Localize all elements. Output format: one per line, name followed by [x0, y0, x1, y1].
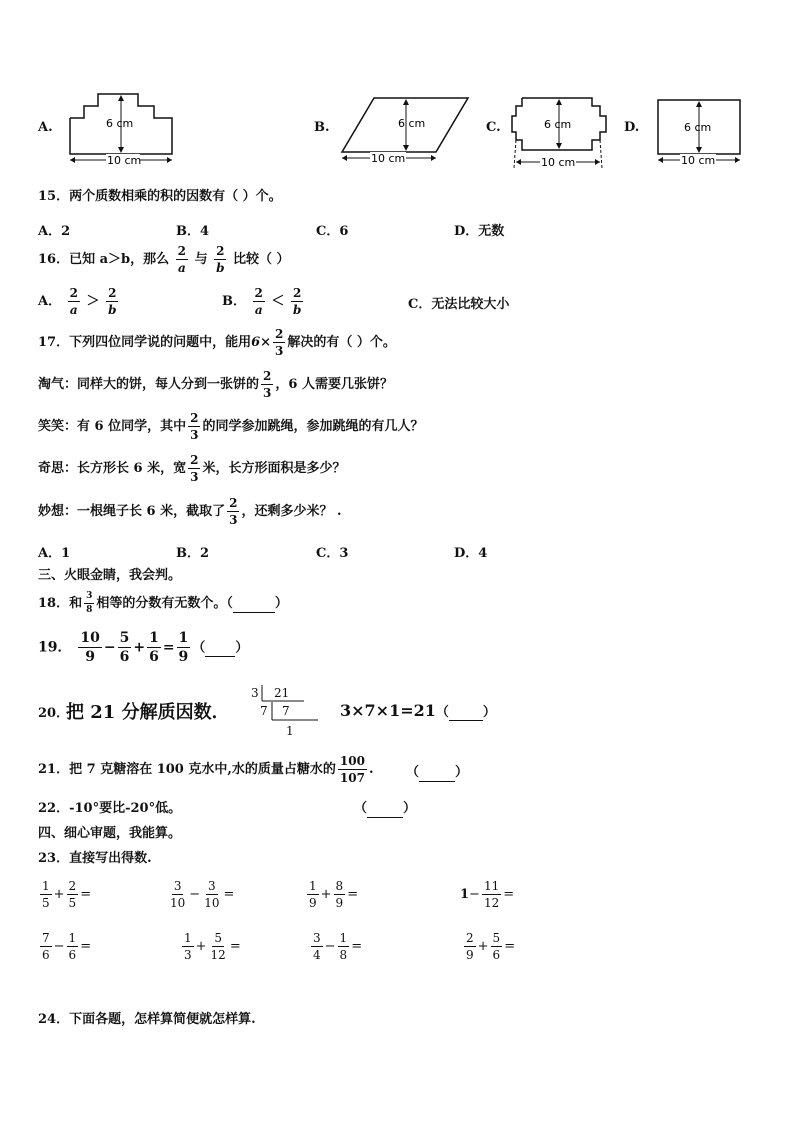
- fraction: $\frac{2}{3}$: [190, 453, 199, 484]
- width-label: 10 cm: [371, 152, 406, 165]
- quotient: 7: [282, 704, 290, 718]
- section-heading-3: 三、火眼金睛，我会判。: [38, 568, 182, 583]
- fraction: $\frac{2}{b}$: [108, 286, 117, 317]
- fraction: $\frac{1}{9}$: [309, 879, 317, 910]
- fraction: $\frac{1}{6}$: [149, 630, 159, 665]
- answer-blank[interactable]: [205, 640, 235, 658]
- section-heading-4: 四、细心审题，我能算。: [38, 826, 182, 841]
- question-20: 把 21 分解质因数．: [66, 702, 230, 723]
- fraction: $\frac{2}{a}$: [177, 244, 187, 275]
- question-19: 19． $\frac{10}{9}$ − $\frac{5}{6}$ + $\frac{1}{6}$ = $\frac{1}{9}$ （ ）: [38, 630, 249, 665]
- height-label: 6 cm: [106, 117, 134, 130]
- q17-option-a[interactable]: A．1: [38, 546, 71, 561]
- width-label: 10 cm: [107, 154, 142, 167]
- q17-statement-xiaoxiao: 笑笑：有 6 位同学，其中 $\frac{2}{3}$ 的同学参加跳绳，参加跳绳的有几人？: [38, 411, 424, 442]
- short-division-diagram: [248, 684, 328, 744]
- figure-letter: A.: [38, 120, 53, 135]
- fraction: $\frac{5}{6}$: [119, 630, 130, 665]
- calc-item: $\frac{3}{10}$ − $\frac{3}{10}$ =: [170, 879, 235, 910]
- question-21: 21．把 7 克糖溶在 100 克水中,水的质量占糖水的 $\frac{100}{107}$ .: [38, 754, 374, 785]
- calc-item: $\frac{2}{9}$ + $\frac{5}{6}$ =: [466, 931, 516, 962]
- q17-statement-taoqi: 淘气：同样大的饼，每人分到一张饼的 $\frac{2}{3}$ ，6 人需要几张饼？: [38, 369, 393, 400]
- q16-prefix: 16．已知 a＞b，那么: [38, 252, 170, 267]
- q16-suffix: 比较（ ）: [233, 252, 290, 267]
- q17-option-d[interactable]: D．4: [454, 546, 488, 561]
- q16-mid: 与: [194, 252, 208, 267]
- question-18: 18．和 $\frac{3}{8}$ 相等的分数有无数个。（ ）: [38, 591, 288, 615]
- fraction: $\frac{2}{3}$: [229, 496, 238, 527]
- dividend: 21: [274, 686, 290, 700]
- q16-option-b[interactable]: B． $\frac{2}{a}$ ＜ $\frac{2}{b}$: [222, 286, 302, 317]
- question-20-label: 20．: [38, 706, 70, 721]
- figure-option-a[interactable]: [38, 88, 188, 168]
- answer-blank[interactable]: [233, 596, 275, 613]
- q17-option-b[interactable]: B．2: [176, 546, 210, 561]
- notched-shape-diagram: [508, 88, 613, 172]
- question-23: 23．直接写出得数.: [38, 851, 152, 866]
- question-17: 17．下列四位同学说的问题中，能用6× $\frac{2}{3}$ 解决的有（ ）个。: [38, 327, 396, 358]
- fraction: $\frac{1}{3}$: [184, 931, 192, 962]
- fraction: $\frac{2}{9}$: [466, 931, 474, 962]
- fraction: $\frac{5}{6}$: [492, 931, 501, 962]
- answer-blank[interactable]: [449, 701, 483, 721]
- q20-result: 3×7×1=21（ ）: [340, 701, 496, 720]
- q21-answer-paren: （ ）: [406, 765, 469, 780]
- q17-option-c[interactable]: C．3: [316, 546, 349, 561]
- height-label: 6 cm: [544, 118, 572, 131]
- fraction: $\frac{1}{8}$: [339, 931, 348, 962]
- width-label: 10 cm: [541, 156, 576, 169]
- division-lines: [248, 684, 328, 744]
- q16-option-c[interactable]: C．无法比较大小: [408, 297, 510, 312]
- figure-letter: C.: [486, 120, 501, 135]
- q17-statement-qisi: 奇思：长方形长 6 米，宽 $\frac{2}{3}$ 米，长方形面积是多少？: [38, 453, 346, 484]
- fraction: $\frac{2}{b}$: [216, 244, 225, 275]
- answer-blank[interactable]: [419, 765, 455, 782]
- q16-option-a[interactable]: A． $\frac{2}{a}$ ＞ $\frac{2}{b}$: [38, 286, 117, 317]
- fraction: $\frac{2}{3}$: [263, 369, 272, 400]
- calc-item: $\frac{1}{5}$ + $\frac{2}{5}$ =: [42, 879, 92, 910]
- width-label: 10 cm: [681, 154, 716, 167]
- fraction: $\frac{3}{4}$: [313, 931, 321, 962]
- question-22: 22．-10°要比-20°低。: [38, 801, 182, 816]
- q15-option-c[interactable]: C．6: [316, 224, 349, 239]
- fraction: $\frac{1}{5}$: [42, 879, 50, 910]
- figure-option-b[interactable]: [314, 88, 474, 168]
- q15-option-b[interactable]: B．4: [176, 224, 210, 239]
- q15-option-d[interactable]: D．无数: [454, 224, 505, 239]
- fraction: $\frac{1}{6}$: [68, 931, 77, 962]
- calc-item: 1− $\frac{11}{12}$ =: [460, 879, 515, 910]
- fraction: $\frac{7}{6}$: [42, 931, 50, 962]
- height-label: 6 cm: [684, 121, 712, 134]
- calc-item: $\frac{1}{3}$ + $\frac{5}{12}$ =: [184, 931, 241, 962]
- calc-item: $\frac{1}{9}$ + $\frac{8}{9}$ =: [309, 879, 359, 910]
- calc-item: $\frac{3}{4}$ − $\frac{1}{8}$ =: [313, 931, 363, 962]
- fraction: $\frac{100}{107}$: [339, 754, 365, 785]
- fraction: $\frac{2}{a}$: [69, 286, 78, 317]
- fraction: $\frac{3}{10}$: [204, 879, 220, 910]
- fraction: $\frac{2}{5}$: [68, 879, 77, 910]
- fraction: $\frac{5}{12}$: [210, 931, 226, 962]
- q17-statement-miaoxiang: 妙想：一根绳子长 6 米，截取了 $\frac{2}{3}$ ，还剩多少米？ .: [38, 496, 342, 527]
- question-15: 15．两个质数相乘的积的因数有（ ）个。: [38, 189, 282, 204]
- q22-answer-paren: （ ）: [354, 801, 417, 816]
- figure-letter: D.: [624, 120, 640, 135]
- figure-letter: B.: [314, 120, 330, 135]
- q15-option-a[interactable]: A．2: [38, 224, 71, 239]
- fraction: $\frac{1}{9}$: [178, 630, 189, 665]
- divisor: 7: [260, 704, 268, 718]
- fraction: $\frac{2}{b}$: [292, 286, 302, 317]
- fraction: $\frac{2}{a}$: [254, 286, 263, 317]
- fraction: $\frac{11}{12}$: [483, 879, 500, 910]
- fraction: $\frac{3}{10}$: [170, 879, 186, 910]
- figure-option-d[interactable]: [624, 88, 749, 168]
- figure-option-c[interactable]: [486, 88, 616, 172]
- fraction: $\frac{2}{3}$: [275, 327, 284, 358]
- parallelogram-diagram: [338, 88, 473, 168]
- divisor: 3: [251, 686, 259, 700]
- fraction: $\frac{10}{9}$: [80, 630, 100, 665]
- quotient: 1: [286, 724, 294, 738]
- stepped-shape-diagram: [62, 88, 182, 168]
- fraction: $\frac{3}{8}$: [86, 591, 93, 615]
- answer-blank[interactable]: [367, 801, 403, 818]
- fraction: $\frac{2}{3}$: [190, 411, 199, 442]
- question-16: [38, 245, 290, 274]
- height-label: 6 cm: [398, 117, 426, 130]
- calc-item: $\frac{7}{6}$ − $\frac{1}{6}$ =: [42, 931, 92, 962]
- question-24: 24．下面各题，怎样算简便就怎样算.: [38, 1012, 256, 1027]
- fraction: $\frac{8}{9}$: [335, 879, 344, 910]
- rectangle-diagram: [654, 88, 746, 168]
